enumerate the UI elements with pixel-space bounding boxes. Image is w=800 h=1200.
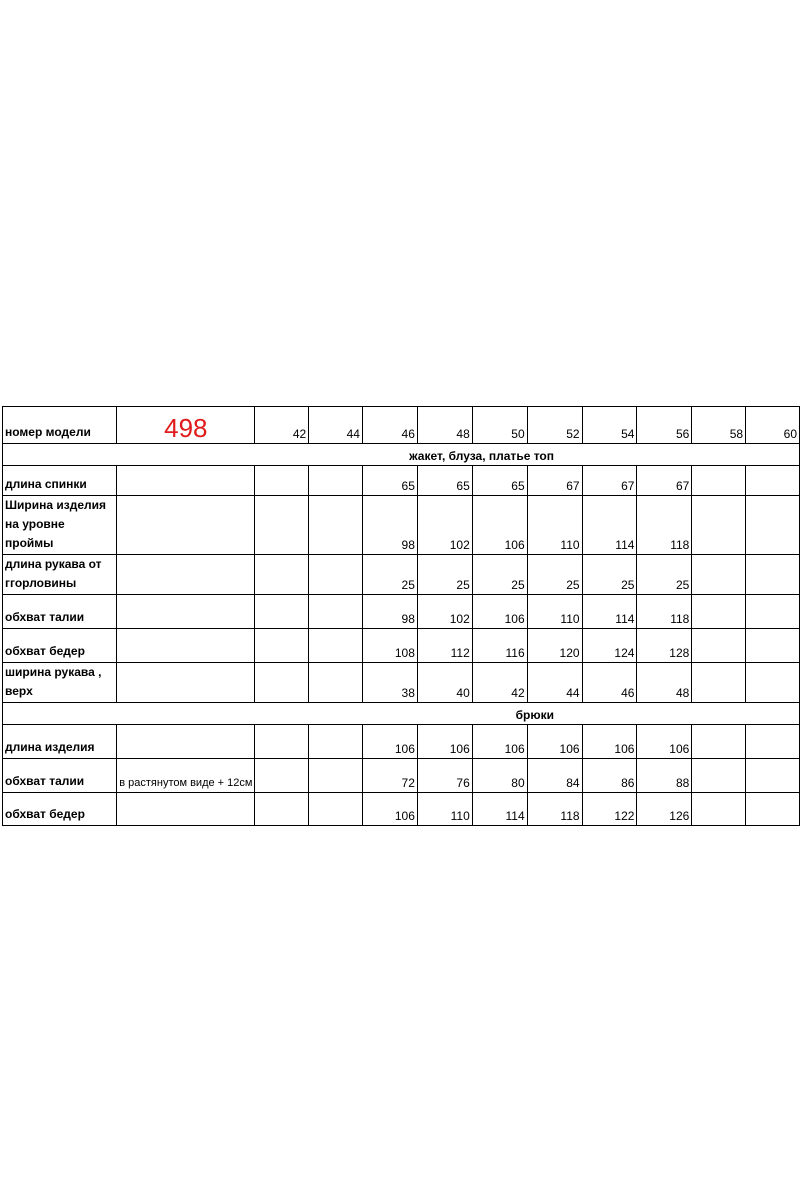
measurement-value [309,629,363,663]
measurement-label: длина изделия [3,725,117,759]
measurement-value: 44 [527,663,582,703]
measurement-value [255,759,309,793]
measurement-value [746,629,800,663]
measurement-value [692,663,746,703]
measurement-value [309,725,363,759]
section-title: брюки [3,703,800,725]
measurement-value: 106 [637,725,692,759]
measurement-value: 67 [582,466,637,496]
measurement-value: 25 [527,555,582,595]
measurement-value [692,793,746,826]
measurement-value: 122 [582,793,637,826]
measurement-value [692,759,746,793]
measurement-value [309,555,363,595]
measurement-note [117,663,255,703]
measurement-row [3,555,800,595]
measurement-value: 106 [472,496,527,555]
measurement-value: 65 [417,466,472,496]
measurement-value: 65 [362,466,417,496]
measurement-row [3,663,800,703]
measurement-note [117,555,255,595]
measurement-row [3,793,800,826]
size-header: 42 [255,407,309,444]
measurement-value [692,629,746,663]
measurement-label: обхват талии [3,595,117,629]
measurement-value: 102 [417,496,472,555]
measurement-label: обхват талии [3,759,117,793]
model-label: номер модели [3,407,117,444]
measurement-value [255,725,309,759]
measurement-value: 25 [417,555,472,595]
header-row [3,407,800,444]
measurement-value: 110 [527,496,582,555]
measurement-value [746,595,800,629]
measurement-value: 128 [637,629,692,663]
measurement-value: 110 [527,595,582,629]
measurement-value: 114 [582,595,637,629]
measurement-row [3,466,800,496]
measurement-value: 42 [472,663,527,703]
measurement-value [309,466,363,496]
measurement-value: 25 [582,555,637,595]
size-header: 48 [417,407,472,444]
size-header: 46 [362,407,417,444]
measurement-row [3,725,800,759]
section-title-row [3,444,800,466]
size-header: 50 [472,407,527,444]
measurement-value: 106 [362,725,417,759]
measurement-value: 114 [472,793,527,826]
measurement-label: длина спинки [3,466,117,496]
measurement-value [255,595,309,629]
measurement-value: 72 [362,759,417,793]
measurement-row [3,629,800,663]
measurement-value: 124 [582,629,637,663]
measurement-note [117,629,255,663]
measurement-note [117,725,255,759]
size-header: 58 [692,407,746,444]
measurement-value: 108 [362,629,417,663]
measurement-value: 65 [472,466,527,496]
measurement-value: 118 [637,595,692,629]
measurement-label: длина рукава от ггорловины [3,555,117,595]
measurement-value: 98 [362,595,417,629]
measurement-value [746,466,800,496]
measurement-label: обхват бедер [3,793,117,826]
measurement-value: 110 [417,793,472,826]
measurement-value: 38 [362,663,417,703]
size-header: 52 [527,407,582,444]
measurement-value: 98 [362,496,417,555]
size-header: 44 [309,407,363,444]
measurement-value [255,496,309,555]
measurement-value: 106 [417,725,472,759]
measurement-value: 118 [637,496,692,555]
measurement-value: 86 [582,759,637,793]
measurement-row [3,759,800,793]
measurement-label: обхват бедер [3,629,117,663]
measurement-value [746,759,800,793]
measurement-value: 116 [472,629,527,663]
measurement-value: 106 [472,725,527,759]
measurement-value [692,725,746,759]
size-chart-body [3,407,800,826]
size-header: 54 [582,407,637,444]
measurement-value: 40 [417,663,472,703]
measurement-label: ширина рукава , верх [3,663,117,703]
measurement-value [692,496,746,555]
measurement-value: 112 [417,629,472,663]
measurement-value [309,793,363,826]
measurement-value [255,466,309,496]
measurement-value: 25 [472,555,527,595]
measurement-value: 106 [362,793,417,826]
measurement-value [692,466,746,496]
size-header: 60 [746,407,800,444]
measurement-value: 88 [637,759,692,793]
measurement-value [255,555,309,595]
measurement-value [255,629,309,663]
measurement-value: 106 [582,725,637,759]
measurement-value [692,595,746,629]
measurement-value: 126 [637,793,692,826]
measurement-row [3,496,800,555]
measurement-value: 67 [637,466,692,496]
measurement-value: 114 [582,496,637,555]
measurement-value: 25 [362,555,417,595]
measurement-note [117,466,255,496]
measurement-value [309,663,363,703]
measurement-value: 46 [582,663,637,703]
section-title: жакет, блуза, платье топ [3,444,800,466]
measurement-note [117,793,255,826]
measurement-label: Ширина изделия на уровне проймы [3,496,117,555]
measurement-value [309,496,363,555]
measurement-value [746,496,800,555]
measurement-row [3,595,800,629]
measurement-value: 106 [527,725,582,759]
measurement-value: 76 [417,759,472,793]
measurement-value: 84 [527,759,582,793]
measurement-value: 102 [417,595,472,629]
measurement-value [255,793,309,826]
measurement-value: 48 [637,663,692,703]
measurement-value: 25 [637,555,692,595]
measurement-value [746,725,800,759]
measurement-value [746,555,800,595]
size-header: 56 [637,407,692,444]
measurement-value [692,555,746,595]
measurement-value [309,759,363,793]
measurement-value [309,595,363,629]
measurement-value: 120 [527,629,582,663]
measurement-value: 80 [472,759,527,793]
measurement-value [255,663,309,703]
size-chart-table [2,406,800,826]
section-title-row [3,703,800,725]
measurement-value: 118 [527,793,582,826]
measurement-note [117,496,255,555]
measurement-value: 106 [472,595,527,629]
measurement-note: в растянутом виде + 12см [117,759,255,793]
measurement-note [117,595,255,629]
measurement-value: 67 [527,466,582,496]
model-number: 498 [117,407,255,444]
measurement-value [746,793,800,826]
measurement-value [746,663,800,703]
